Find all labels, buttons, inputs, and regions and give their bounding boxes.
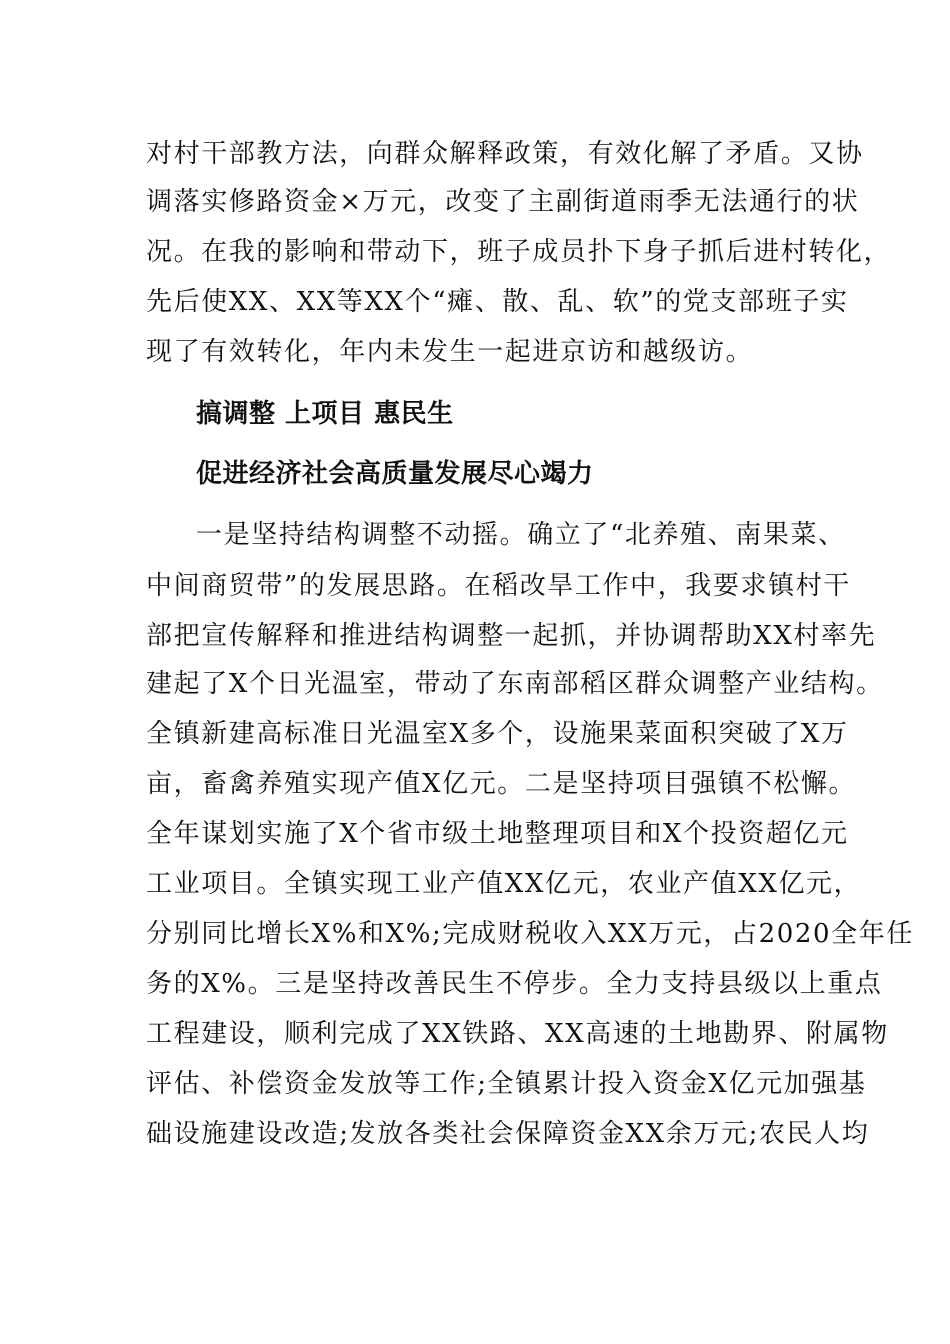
- paragraph-line: 现了有效转化，年内未发生一起进京访和越级访。: [146, 337, 754, 367]
- paragraph-line: 评估、补偿资金发放等工作;全镇累计投入资金X亿元加强基: [146, 1069, 867, 1099]
- section-heading: 搞调整 上项目 惠民生: [196, 399, 454, 429]
- paragraph-line: 务的X%。三是坚持改善民生不停步。全力支持县级以上重点: [146, 969, 883, 999]
- paragraph-line: 调落实修路资金×万元，改变了主副街道雨季无法通行的状: [146, 187, 860, 217]
- paragraph-line: 况。在我的影响和带动下，班子成员扑下身子抓后进村转化，: [146, 237, 892, 267]
- paragraph-line: 工业项目。全镇实现工业产值XX亿元，农业产值XX亿元，: [146, 869, 862, 899]
- paragraph-line: 对村干部教方法，向群众解释政策，有效化解了矛盾。又协: [146, 139, 864, 169]
- paragraph-line: 亩，畜禽养殖实现产值X亿元。二是坚持项目强镇不松懈。: [146, 769, 857, 799]
- paragraph-line: 础设施建设改造;发放各类社会保障资金XX余万元;农民人均: [146, 1119, 870, 1149]
- paragraph-line: 全年谋划实施了X个省市级土地整理项目和X个投资超亿元: [146, 819, 849, 849]
- paragraph-line: 建起了X个日光温室，带动了东南部稻区群众调整产业结构。: [146, 669, 884, 699]
- paragraph-line: 工程建设，顺利完成了XX铁路、XX高速的土地勘界、附属物: [146, 1019, 889, 1049]
- paragraph-line: 分别同比增长X%和X%;完成财税收入XX万元，占2020全年任: [146, 919, 914, 949]
- paragraph-line: 部把宣传解释和推进结构调整一起抓，并协调帮助XX村率先: [146, 621, 877, 651]
- paragraph-line: 一是坚持结构调整不动摇。确立了“北养殖、南果菜、: [196, 520, 846, 550]
- paragraph-line: 全镇新建高标准日光温室X多个，设施果菜面积突破了X万: [146, 719, 849, 749]
- paragraph-line: 中间商贸带”的发展思路。在稻改旱工作中，我要求镇村干: [146, 571, 851, 601]
- section-subheading: 促进经济社会高质量发展尽心竭力: [196, 459, 594, 489]
- paragraph-line: 先后使XX、XX等XX个“瘫、散、乱、软”的党支部班子实: [146, 287, 849, 317]
